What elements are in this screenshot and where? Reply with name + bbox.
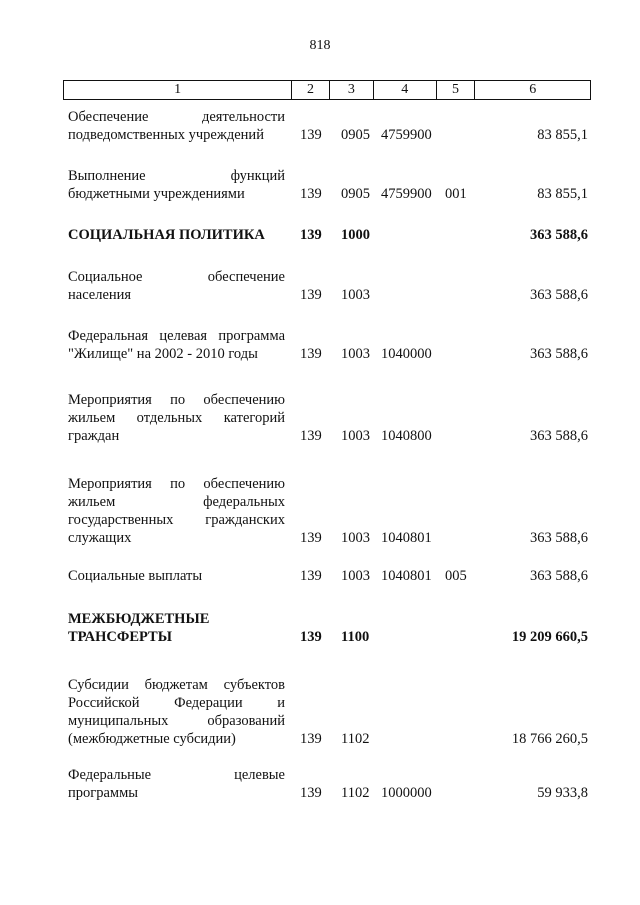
article-code: 1040800: [381, 428, 432, 444]
expense-code: 001: [445, 186, 467, 202]
amount: 18 766 260,5: [511, 731, 588, 747]
amount: 363 588,6: [530, 568, 588, 584]
table-row: [68, 567, 588, 585]
amount: 19 209 660,5: [511, 629, 588, 645]
table-row: [68, 167, 588, 203]
amount: 363 588,6: [530, 346, 588, 362]
table-row: [68, 108, 588, 144]
article-code: 4759900: [381, 186, 432, 202]
description-line: Обеспечение деятельности: [68, 109, 285, 125]
table-row: [68, 676, 588, 748]
description-line: ТРАНСФЕРТЫ: [68, 629, 172, 645]
row-description: [68, 610, 285, 646]
org-code: 139: [300, 227, 322, 243]
article-code: 4759900: [381, 127, 432, 143]
description-line: Мероприятия по обеспечению: [68, 476, 285, 492]
amount: 83 855,1: [537, 127, 588, 143]
description-line: Федеральные целевые: [68, 767, 285, 783]
amount: 363 588,6: [530, 227, 588, 243]
description-line: программы: [68, 785, 138, 801]
row-description: [68, 391, 285, 445]
amount: 83 855,1: [537, 186, 588, 202]
amount: 363 588,6: [530, 287, 588, 303]
description-line: муниципальных образований: [68, 713, 285, 729]
description-line: жильем федеральных: [68, 494, 285, 510]
org-code: 139: [300, 346, 322, 362]
org-code: 139: [300, 785, 322, 801]
table-row: [68, 226, 588, 244]
org-code: 139: [300, 568, 322, 584]
row-description: [68, 108, 285, 144]
description-line: Социальное обеспечение: [68, 269, 285, 285]
table-row: [68, 610, 588, 646]
article-code: 1000000: [381, 785, 432, 801]
amount: 363 588,6: [530, 428, 588, 444]
row-description: [68, 676, 285, 748]
description-line: (межбюджетные субсидии): [68, 731, 236, 747]
article-code: 1040000: [381, 346, 432, 362]
org-code: 139: [300, 287, 322, 303]
description-line: служащих: [68, 530, 132, 546]
org-code: 139: [300, 127, 322, 143]
header-col-4: 4: [374, 81, 437, 99]
section-code: 1000: [341, 227, 370, 243]
article-code: 1040801: [381, 568, 432, 584]
row-description: [68, 167, 285, 203]
description-line: Выполнение функций: [68, 168, 285, 184]
header-col-5: 5: [437, 81, 476, 99]
section-code: 1003: [341, 530, 370, 546]
org-code: 139: [300, 428, 322, 444]
description-line: МЕЖБЮДЖЕТНЫЕ: [68, 611, 210, 627]
row-description: [68, 226, 298, 244]
table-row: [68, 391, 588, 445]
description-line: граждан: [68, 428, 120, 444]
section-code: 1003: [341, 428, 370, 444]
table-row: [68, 327, 588, 363]
header-col-6: 6: [529, 82, 537, 97]
row-description: [68, 475, 285, 547]
row-description: [68, 766, 285, 802]
table-header: [63, 80, 591, 100]
description-line: Российской Федерации и: [68, 695, 285, 711]
description-line: Социальные выплаты: [68, 568, 203, 584]
description-line: "Жилище" на 2002 - 2010 годы: [68, 346, 258, 362]
description-line: Мероприятия по обеспечению: [68, 392, 285, 408]
description-line: населения: [68, 287, 132, 303]
org-code: 139: [300, 530, 322, 546]
table-row: [68, 475, 588, 547]
org-code: 139: [300, 629, 322, 645]
header-col-1: 1: [64, 81, 292, 99]
page-number: 818: [309, 38, 331, 53]
section-code: 1003: [341, 287, 370, 303]
section-code: 1102: [341, 785, 370, 801]
amount: 363 588,6: [530, 530, 588, 546]
section-code: 1003: [341, 346, 370, 362]
description-line: Субсидии бюджетам субъектов: [68, 677, 285, 693]
article-code: 1040801: [381, 530, 432, 546]
description-line: Федеральная целевая программа: [68, 328, 285, 344]
section-code: 1003: [341, 568, 370, 584]
description-line: жильем отдельных категорий: [68, 410, 285, 426]
amount: 59 933,8: [537, 785, 588, 801]
table-row: [68, 766, 588, 802]
section-code: 1100: [341, 629, 370, 645]
description-line: подведомственных учреждений: [68, 127, 264, 143]
row-description: [68, 327, 285, 363]
section-code: 1102: [341, 731, 370, 747]
expense-code: 005: [445, 568, 467, 584]
org-code: 139: [300, 731, 322, 747]
table-row: [68, 268, 588, 304]
row-description: [68, 268, 285, 304]
header-col-3: 3: [330, 81, 374, 99]
header-col-2: 2: [292, 81, 330, 99]
section-code: 0905: [341, 186, 370, 202]
description-line: СОЦИАЛЬНАЯ ПОЛИТИКА: [68, 227, 265, 243]
row-description: [68, 567, 285, 585]
section-code: 0905: [341, 127, 370, 143]
org-code: 139: [300, 186, 322, 202]
description-line: государственных гражданских: [68, 512, 285, 528]
description-line: бюджетными учреждениями: [68, 186, 245, 202]
